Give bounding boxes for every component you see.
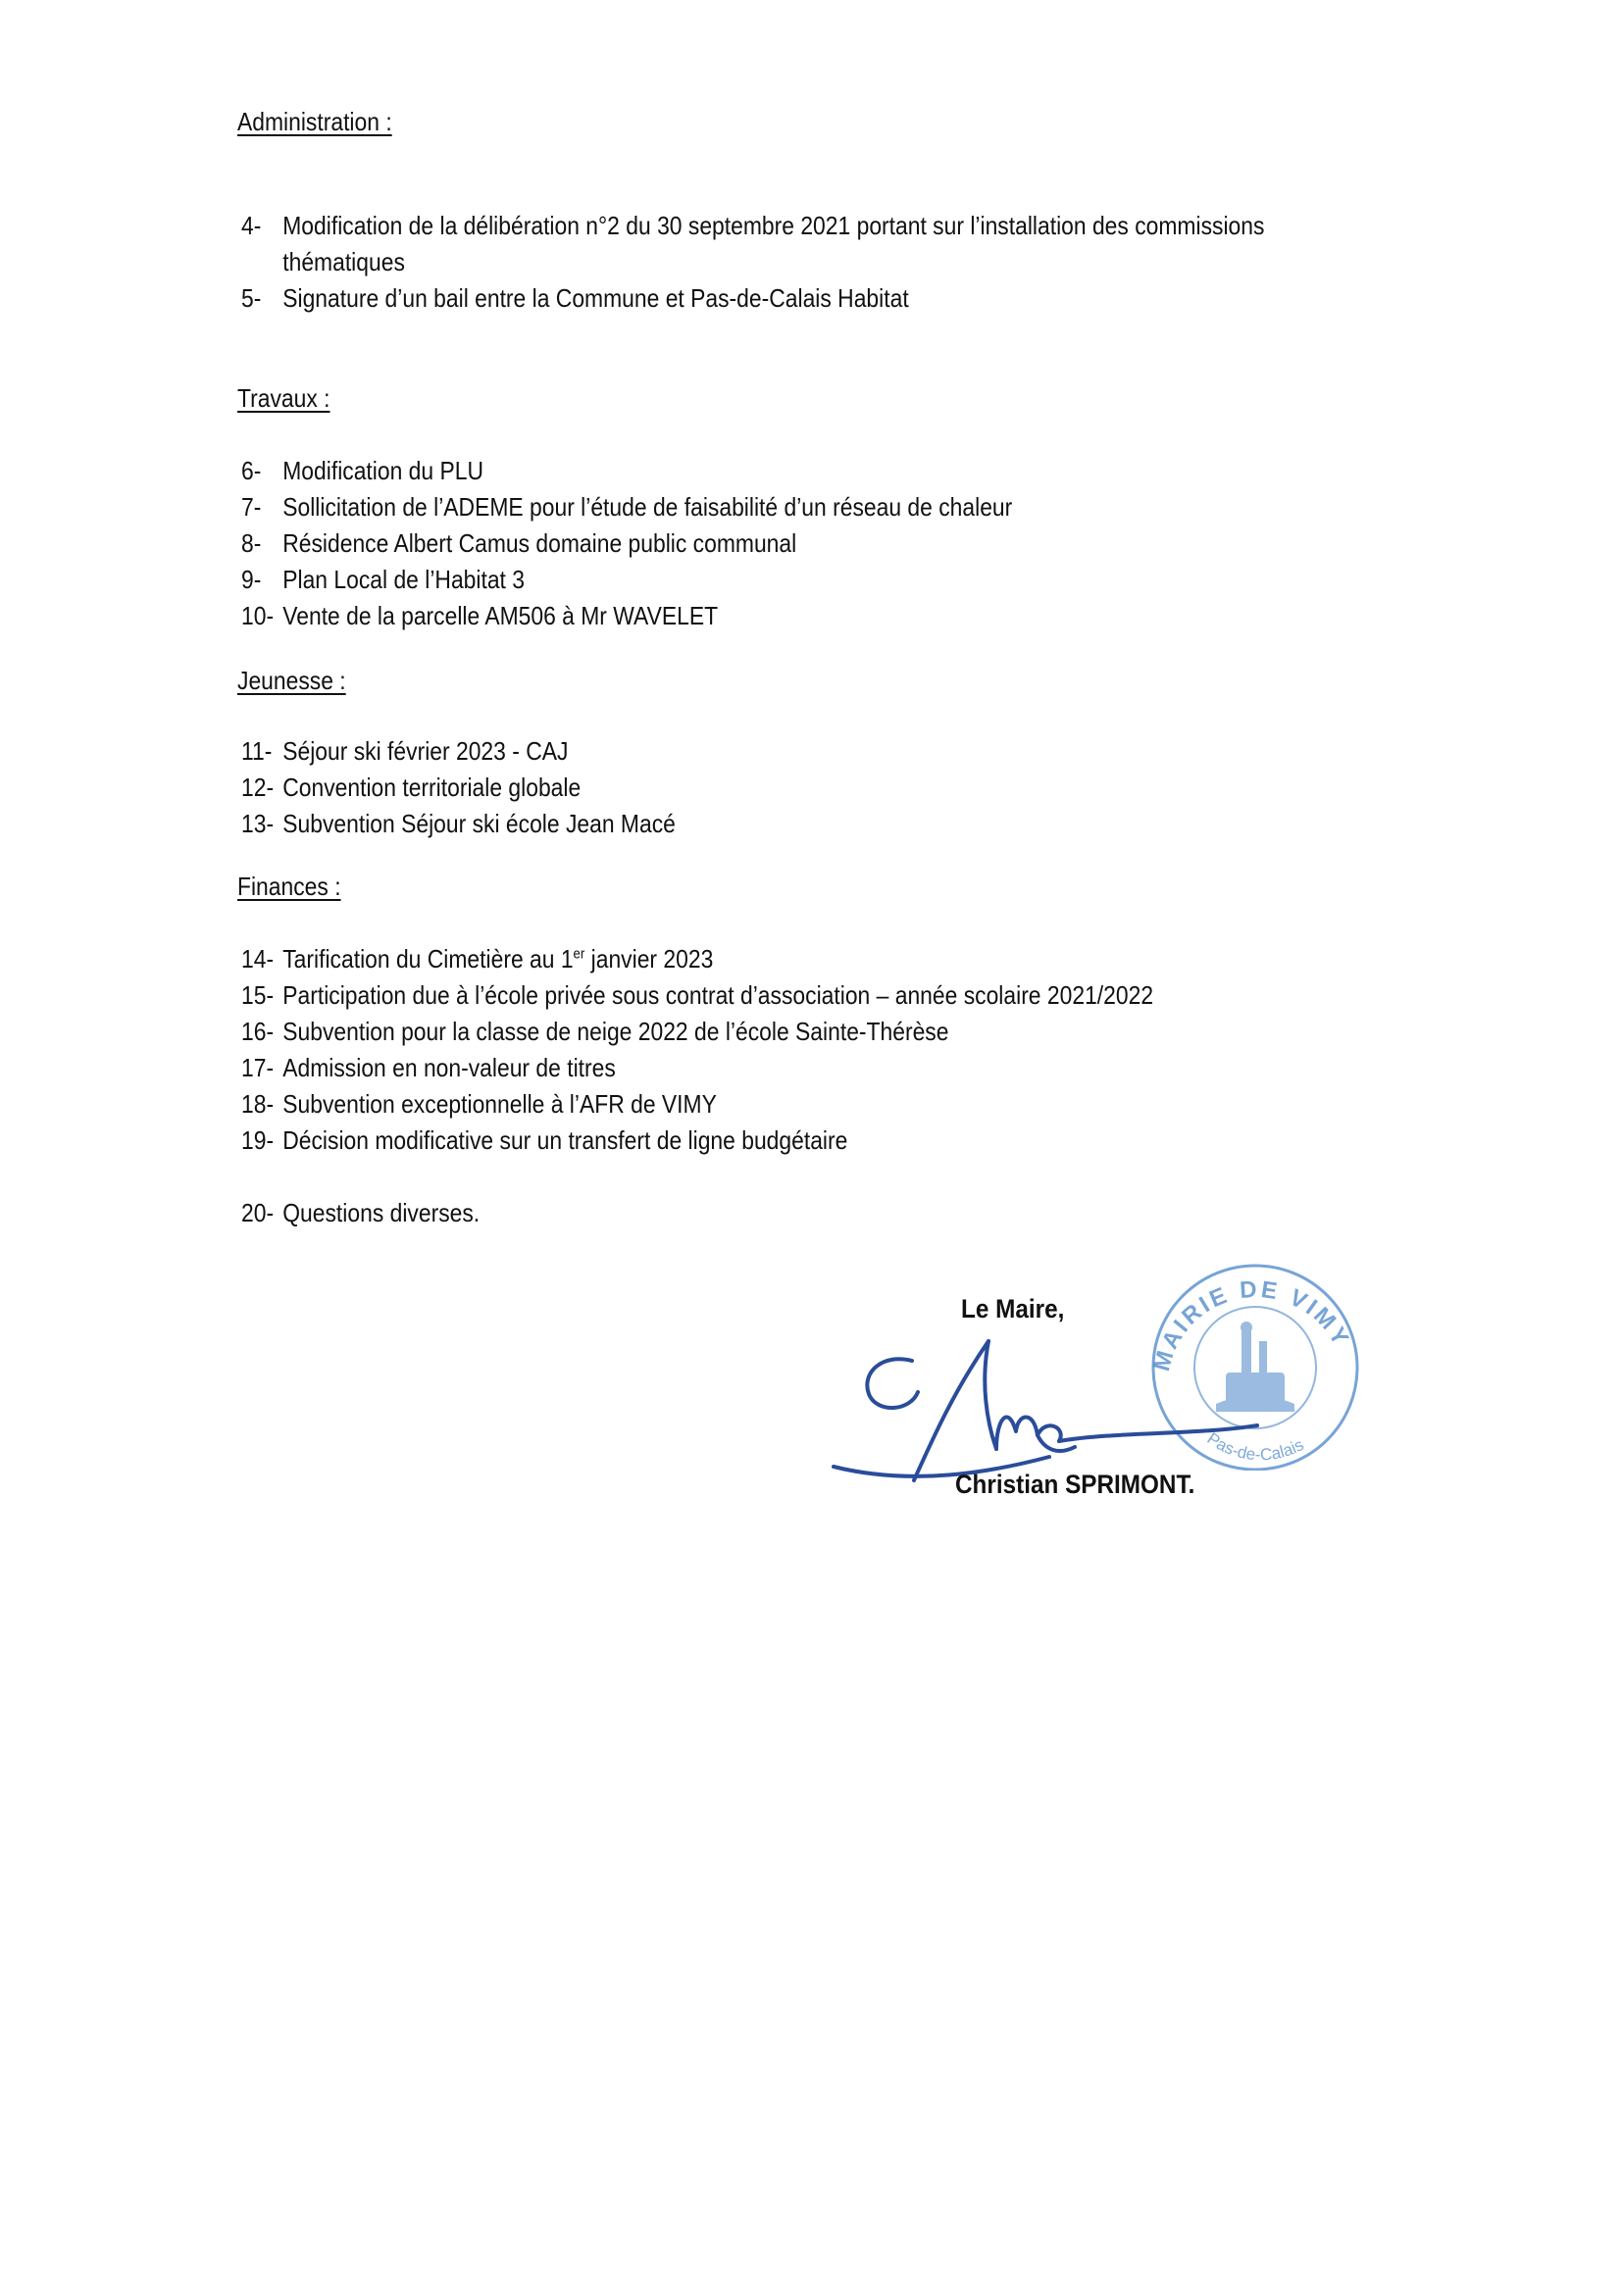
section-heading-travaux: Travaux : bbox=[237, 383, 330, 413]
list-item bbox=[241, 1086, 717, 1123]
item-number: 12- bbox=[241, 773, 275, 802]
list-item bbox=[241, 525, 796, 562]
item-number: 13- bbox=[241, 809, 275, 838]
item-number: 9- bbox=[241, 565, 262, 594]
item-text: Plan Local de l’Habitat 3 bbox=[282, 565, 525, 594]
stamp-bottom-text: Pas-de-Calais bbox=[1203, 1428, 1307, 1465]
list-item bbox=[241, 453, 483, 489]
item-text: janvier 2023 bbox=[584, 944, 714, 973]
list-item bbox=[241, 1195, 480, 1231]
item-text: Modification de la délibération n°2 du 30 septembre 2021 portant sur l’installation des commissions bbox=[282, 211, 1265, 240]
item-text: Résidence Albert Camus domaine public communal bbox=[282, 528, 797, 558]
item-text: Admission en non-valeur de titres bbox=[282, 1053, 616, 1082]
item-text: Subvention Séjour ski école Jean Macé bbox=[282, 809, 676, 838]
item-text: Modification du PLU bbox=[282, 456, 484, 485]
item-superscript: er bbox=[573, 945, 585, 963]
item-number: 7- bbox=[241, 492, 262, 522]
item-text: Participation due à l’école privée sous contrat d’association – année scolaire 2021/2022 bbox=[282, 980, 1154, 1010]
item-number: 5- bbox=[241, 283, 262, 313]
list-item bbox=[241, 977, 1153, 1014]
item-number: 4- bbox=[241, 211, 262, 240]
item-text: Séjour ski février 2023 - CAJ bbox=[282, 736, 569, 766]
list-item bbox=[241, 280, 909, 317]
list-item bbox=[241, 1050, 616, 1086]
item-number: 16- bbox=[241, 1017, 275, 1046]
signatory-title: Le Maire, bbox=[961, 1294, 1065, 1323]
item-text: Subvention pour la classe de neige 2022 de l’école Sainte-Thérèse bbox=[282, 1017, 949, 1046]
signatory-name: Christian SPRIMONT. bbox=[955, 1470, 1195, 1499]
item-text: Subvention exceptionnelle à l’AFR de VIMY bbox=[282, 1089, 717, 1119]
item-number: 15- bbox=[241, 980, 275, 1010]
list-item bbox=[241, 562, 525, 598]
list-item bbox=[241, 1014, 948, 1050]
list-item bbox=[241, 770, 581, 806]
list-item bbox=[241, 733, 568, 770]
item-text: Décision modificative sur un transfert de ligne budgétaire bbox=[282, 1125, 848, 1155]
list-item bbox=[241, 208, 1264, 280]
list-item bbox=[241, 598, 718, 634]
item-text: Vente de la parcelle AM506 à Mr WAVELET bbox=[282, 601, 719, 630]
item-number: 19- bbox=[241, 1125, 275, 1155]
item-number: 10- bbox=[241, 601, 275, 630]
item-text: Sollicitation de l’ADEME pour l’étude de faisabilité d’un réseau de chaleur bbox=[282, 492, 1013, 522]
item-text-continuation: thématiques bbox=[282, 247, 405, 276]
item-text: Convention territoriale globale bbox=[282, 773, 582, 802]
item-number: 17- bbox=[241, 1053, 275, 1082]
section-heading-jeunesse: Jeunesse : bbox=[237, 666, 346, 695]
list-item bbox=[241, 489, 1012, 525]
item-number: 6- bbox=[241, 456, 262, 485]
list-item bbox=[241, 941, 713, 977]
stamp-top-text: MAIRIE DE VIMY bbox=[1148, 1275, 1355, 1374]
item-number: 11- bbox=[241, 736, 273, 766]
section-heading-administration: Administration : bbox=[237, 107, 392, 136]
list-item bbox=[241, 1123, 847, 1159]
item-number: 20- bbox=[241, 1198, 275, 1227]
item-text: Tarification du Cimetière au 1 bbox=[282, 944, 574, 973]
item-text: Questions diverses. bbox=[282, 1198, 481, 1227]
item-text: Signature d’un bail entre la Commune et Pas-de-Calais Habitat bbox=[282, 283, 909, 313]
list-item bbox=[241, 806, 676, 842]
section-heading-finances: Finances : bbox=[237, 872, 341, 901]
item-number: 8- bbox=[241, 528, 262, 558]
item-number: 14- bbox=[241, 944, 275, 973]
item-number: 18- bbox=[241, 1089, 275, 1119]
